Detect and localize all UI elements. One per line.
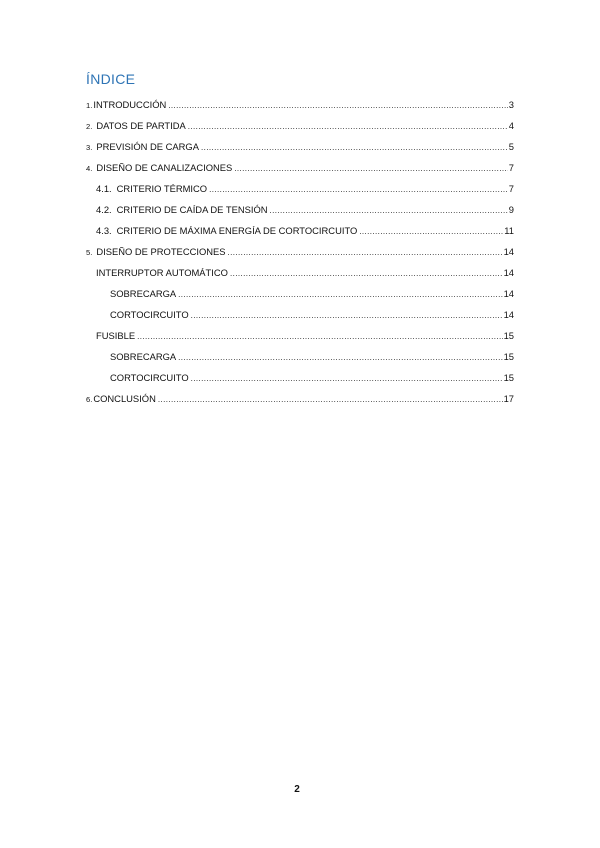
toc-entry-sobrecarga[interactable]: [86, 350, 514, 371]
toc-entry-number: 4.2.: [96, 204, 112, 215]
toc-entry-label: CRITERIO DE CAÍDA DE TENSIÓN: [116, 204, 268, 215]
toc-entry-criterio-termico[interactable]: [86, 182, 514, 203]
toc-entry-page: 14: [503, 267, 514, 278]
toc-leader-dots: [158, 393, 503, 407]
toc-entry-label: CRITERIO DE MÁXIMA ENERGÍA DE CORTOCIRCUITO: [116, 225, 358, 236]
toc-entry-number: 4.3.: [96, 225, 112, 236]
toc-entry-page: 14: [503, 246, 514, 257]
toc-entry-label: CONCLUSIÓN: [93, 393, 156, 404]
toc-leader-dots: [359, 225, 503, 239]
toc-entry-label: SOBRECARGA: [110, 288, 177, 299]
toc-entry-page: 15: [503, 330, 514, 341]
toc-leader-dots: [178, 351, 502, 365]
toc-entry-number: 4.1.: [96, 183, 112, 194]
toc-entry-prevision-de-carga[interactable]: [86, 140, 514, 161]
toc-leader-dots: [270, 204, 508, 218]
toc-entry-label: INTERRUPTOR AUTOMÁTICO: [96, 267, 228, 278]
toc-entry-label: CORTOCIRCUITO: [110, 309, 189, 320]
toc-leader-dots: [191, 309, 503, 323]
toc-entry-label: DISEÑO DE PROTECCIONES: [96, 246, 226, 257]
toc-entry-label: DATOS DE PARTIDA: [96, 120, 186, 131]
toc-entry-diseno-de-protecciones[interactable]: [86, 245, 514, 266]
toc-entry-label: PREVISIÓN DE CARGA: [96, 141, 199, 152]
toc-entry-cortocircuito[interactable]: [86, 371, 514, 392]
toc-leader-dots: [178, 288, 502, 302]
toc-leader-dots: [230, 267, 503, 281]
page-number: 2: [294, 784, 300, 795]
toc-leader-dots: [234, 162, 507, 176]
toc-leader-dots: [201, 141, 508, 155]
toc-entry-diseno-de-canalizaciones[interactable]: [86, 161, 514, 182]
toc-entry-number: 2.: [86, 122, 93, 131]
toc-entry-page: 7: [508, 183, 514, 194]
toc-entry-label: CRITERIO TÉRMICO: [116, 183, 208, 194]
toc-entry-fusible[interactable]: [86, 329, 514, 350]
toc-entry-number: 5.: [86, 248, 93, 257]
toc-entry-page: 17: [503, 393, 514, 404]
toc-leader-dots: [209, 183, 508, 197]
toc-entry-page: 15: [503, 372, 514, 383]
toc-entry-label: INTRODUCCIÓN: [93, 99, 167, 110]
toc-entry-number: 3.: [86, 143, 93, 152]
toc-leader-dots: [188, 120, 508, 134]
toc-entry-introduccion[interactable]: [86, 98, 514, 119]
toc-entry-page: 14: [503, 288, 514, 299]
toc-title: ÍNDICE: [86, 71, 136, 87]
table-of-contents: [86, 98, 514, 413]
toc-entry-page: 11: [504, 225, 514, 236]
toc-entry-number: 6.: [86, 395, 93, 404]
toc-entry-label: CORTOCIRCUITO: [110, 372, 189, 383]
toc-entry-page: 15: [503, 351, 514, 362]
toc-leader-dots: [191, 372, 503, 386]
toc-entry-page: 14: [503, 309, 514, 320]
toc-entry-cortocircuito[interactable]: [86, 308, 514, 329]
toc-entry-page: 3: [508, 99, 514, 110]
toc-entry-label: DISEÑO DE CANALIZACIONES: [96, 162, 233, 173]
toc-entry-label: SOBRECARGA: [110, 351, 177, 362]
toc-entry-sobrecarga[interactable]: [86, 287, 514, 308]
toc-leader-dots: [137, 330, 502, 344]
toc-entry-criterio-maxima-energia[interactable]: [86, 224, 514, 245]
toc-leader-dots: [228, 246, 503, 260]
toc-entry-page: 5: [508, 141, 514, 152]
toc-entry-page: 7: [508, 162, 514, 173]
toc-entry-conclusion[interactable]: [86, 392, 514, 413]
toc-entry-datos-de-partida[interactable]: [86, 119, 514, 140]
toc-entry-criterio-caida-de-tension[interactable]: [86, 203, 514, 224]
toc-entry-page: 9: [508, 204, 514, 215]
toc-entry-number: 1.: [86, 101, 93, 110]
toc-entry-page: 4: [508, 120, 514, 131]
toc-entry-label: FUSIBLE: [96, 330, 136, 341]
toc-entry-number: 4.: [86, 164, 93, 173]
toc-leader-dots: [168, 99, 508, 113]
toc-entry-interruptor-automatico[interactable]: [86, 266, 514, 287]
